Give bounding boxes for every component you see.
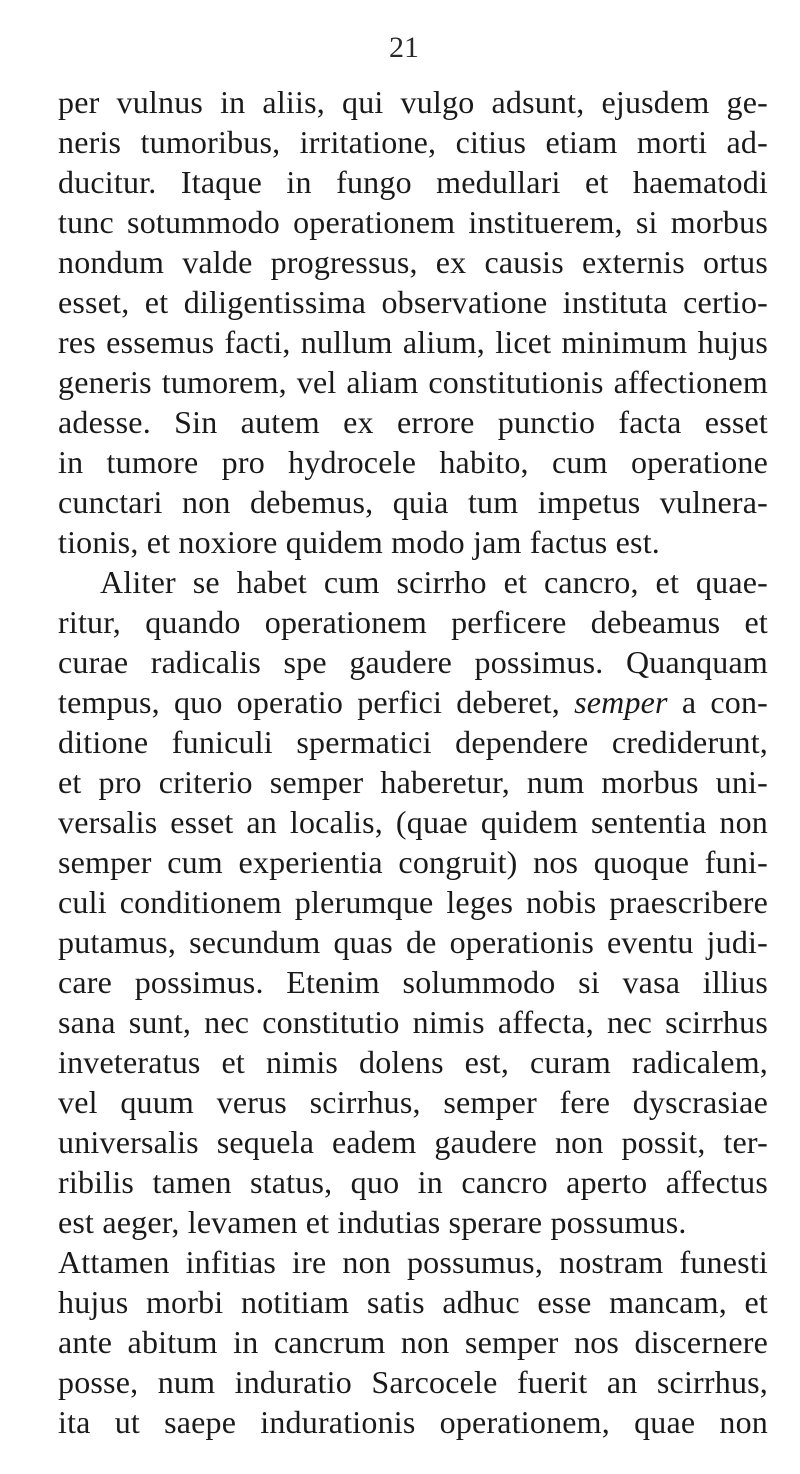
text-line: universalis sequela eadem gaudere non possit, ter- bbox=[58, 1124, 768, 1160]
text-line: vel quum verus scirrhus, semper fere dyscrasiae bbox=[58, 1084, 768, 1120]
text-line: ritur, quando operationem perficere debeamus et bbox=[58, 604, 768, 640]
text-line: Attamen infitias ire non possumus, nostram funesti bbox=[58, 1244, 768, 1280]
text-line: tunc sotummodo operationem instituerem, si morbus bbox=[58, 204, 768, 240]
text-line: cunctari non debemus, quia tum impetus vulnera- bbox=[58, 484, 768, 520]
text-line: ditione funiculi spermatici dependere crediderunt, bbox=[58, 724, 768, 760]
text-segment: tempus, quo operatio perfici deberet, bbox=[58, 684, 575, 720]
italic-word: semper bbox=[574, 684, 668, 720]
text-line: hujus morbi notitiam satis adhuc esse mancam, et bbox=[58, 1284, 768, 1320]
text-line: ribilis tamen status, quo in cancro aperto affectus bbox=[58, 1164, 768, 1200]
text-line: per vulnus in aliis, qui vulgo adsunt, ejusdem ge- bbox=[58, 84, 768, 120]
text-line: inveteratus et nimis dolens est, curam radicalem, bbox=[58, 1044, 768, 1080]
text-line bbox=[58, 682, 768, 722]
text-line: culi conditionem plerumque leges nobis praescribere bbox=[58, 884, 768, 920]
text-line: adesse. Sin autem ex errore punctio facta esset bbox=[58, 404, 768, 440]
text-line: sana sunt, nec constitutio nimis affecta, nec scirrhus bbox=[58, 1004, 768, 1040]
text-line: neris tumoribus, irritatione, citius etiam morti ad- bbox=[58, 124, 768, 160]
page-number: 21 bbox=[389, 31, 419, 64]
text-line: putamus, secundum quas de operationis eventu judi- bbox=[58, 924, 768, 960]
text-line: nondum valde progressus, ex causis externis ortus bbox=[58, 244, 768, 280]
text-line: est aeger, levamen et indutias sperare possumus. bbox=[58, 1204, 687, 1240]
text-line: ita ut saepe indurationis operationem, quae non bbox=[58, 1404, 768, 1440]
text-line: ante abitum in cancrum non semper nos discernere bbox=[58, 1324, 768, 1360]
text-line: res essemus facti, nullum alium, licet minimum hujus bbox=[58, 324, 768, 360]
text-line: care possimus. Etenim solummodo si vasa illius bbox=[58, 964, 768, 1000]
text-line: semper cum experientia congruit) nos quoque funi- bbox=[58, 844, 768, 880]
text-segment: a con- bbox=[667, 684, 768, 720]
text-line: tionis, et noxiore quidem modo jam factus est. bbox=[58, 524, 660, 560]
paragraph-start-line: Aliter se habet cum scirrho et cancro, et quae- bbox=[100, 564, 768, 600]
text-line: in tumore pro hydrocele habito, cum operatione bbox=[58, 444, 768, 480]
text-line: et pro criterio semper haberetur, num morbus uni- bbox=[58, 764, 768, 800]
text-line: esset, et diligentissima observatione instituta certio- bbox=[58, 284, 768, 320]
text-line: versalis esset an localis, (quae quidem sententia non bbox=[58, 804, 768, 840]
text-line: generis tumorem, vel aliam constitutionis affectionem bbox=[58, 364, 768, 400]
text-line: ducitur. Itaque in fungo medullari et haematodi bbox=[58, 164, 768, 200]
text-line: posse, num induratio Sarcocele fuerit an scirrhus, bbox=[58, 1364, 768, 1400]
text-line: curae radicalis spe gaudere possimus. Quanquam bbox=[58, 644, 768, 680]
